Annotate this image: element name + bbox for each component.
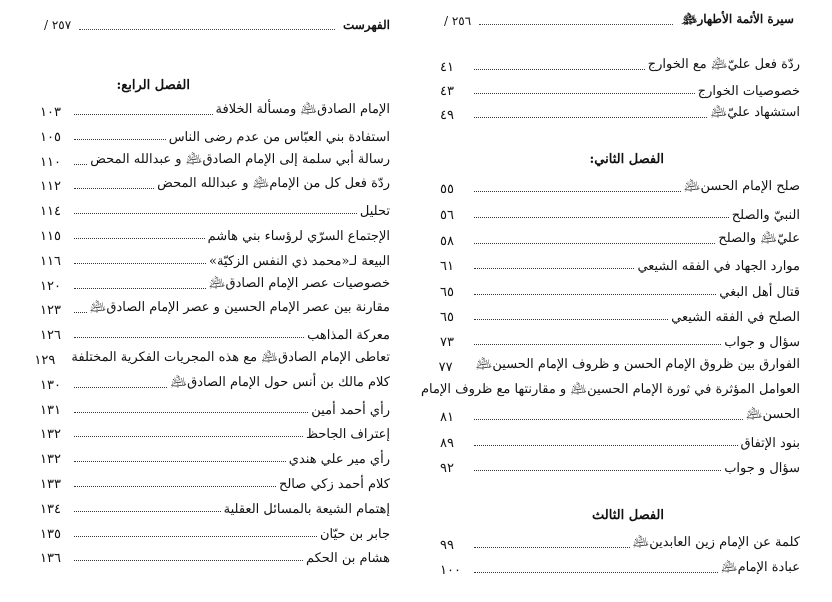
toc-entry bbox=[40, 447, 390, 467]
leader-dots bbox=[74, 511, 221, 512]
leader-dots bbox=[74, 139, 166, 140]
toc-entry bbox=[40, 522, 390, 542]
toc-entry-page: ٤١ bbox=[440, 60, 454, 75]
toc-entry bbox=[440, 533, 800, 553]
toc-entry bbox=[40, 224, 390, 244]
toc-entry-title: إهتمام الشيعة بالمسائل العقلية bbox=[223, 501, 390, 517]
toc-entry bbox=[40, 298, 390, 318]
leader-dots bbox=[474, 217, 729, 218]
leader-dots bbox=[474, 419, 743, 420]
toc-entry bbox=[40, 398, 390, 418]
toc-entry-title: موارد الجهاد في الفقه الشيعي bbox=[637, 259, 800, 274]
toc-entry-page: ١٣٠ bbox=[40, 377, 61, 393]
toc-entry-title: رأي مير علي هندي bbox=[288, 452, 390, 468]
leader-dots bbox=[74, 263, 206, 264]
leader-dots bbox=[474, 445, 738, 446]
toc-entry bbox=[440, 456, 800, 476]
toc-entry-page: ٤٩ bbox=[440, 108, 454, 123]
toc-entry bbox=[440, 79, 800, 99]
leader-dots bbox=[474, 117, 707, 118]
toc-entry-page: ١٢٦ bbox=[40, 328, 61, 344]
leader-dots bbox=[474, 319, 668, 320]
toc-entry-page: ١٣٣ bbox=[40, 477, 61, 492]
header-title: الفهرست bbox=[342, 18, 390, 32]
running-header bbox=[444, 12, 794, 29]
toc-entry bbox=[440, 558, 800, 578]
page-number: ٢٥٦ / bbox=[444, 13, 472, 28]
leader-dots bbox=[74, 436, 303, 437]
toc-entry-title: الحسن﵇ bbox=[745, 407, 800, 422]
leader-dots bbox=[74, 337, 304, 338]
toc-entry-title: الصلح في الفقه الشيعي bbox=[671, 310, 800, 325]
toc-entry-page: ١٣٢ bbox=[40, 452, 61, 468]
leader-dots bbox=[74, 288, 206, 289]
toc-entry-title: رسالة أبي سلمة إلى الإمام الصادق﵇ و عبدالله المحض bbox=[90, 151, 390, 167]
section-title: الفصل الثالث bbox=[592, 508, 664, 523]
toc-entry-page: ٥٦ bbox=[440, 208, 454, 223]
toc-entry bbox=[440, 203, 800, 223]
header-dots bbox=[479, 16, 673, 25]
leader-dots bbox=[74, 312, 87, 313]
section-title: الفصل الرابع: bbox=[116, 78, 190, 93]
toc-entry-page: ٦٥ bbox=[440, 285, 454, 300]
toc-entry-page: ٥٥ bbox=[440, 182, 454, 197]
toc-entry-title: خصوصيات الخوارج bbox=[697, 84, 800, 99]
toc-entry-title: عليّ﵇ والصلح bbox=[718, 231, 800, 246]
toc-entry-title: البيعة لـ«محمد ذي النفس الزكيّة» bbox=[209, 253, 390, 269]
toc-entry-page: ٩٢ bbox=[440, 461, 454, 476]
toc-entry bbox=[40, 546, 390, 566]
toc-entry-title: كلام مالك بن أنس حول الإمام الصادق﵇ bbox=[170, 374, 390, 390]
leader-dots bbox=[74, 412, 308, 413]
toc-entry bbox=[440, 405, 800, 425]
toc-entry-title: الفوارق بين ظروق الإمام الحسن و ظروف الإمام الحسين﵇ bbox=[475, 357, 800, 372]
toc-entry-page: ٦٥ bbox=[440, 310, 454, 325]
leader-dots bbox=[474, 572, 718, 573]
toc-entry bbox=[440, 431, 800, 451]
toc-entry-title: ردّة فعل عليّ﵇ مع الخوارج bbox=[647, 57, 800, 72]
toc-entry-wrapped-line: العوامل المؤثرة في ثورة الإمام الحسين﵇ و مقارنتها مع ظروف الإمام bbox=[420, 382, 800, 397]
leader-dots bbox=[74, 238, 205, 239]
toc-entry-page: ٧٣ bbox=[440, 335, 454, 350]
toc-entry bbox=[440, 305, 800, 325]
toc-entry bbox=[440, 355, 800, 375]
toc-entry-title: سؤال و جواب bbox=[724, 335, 800, 350]
leader-dots bbox=[74, 164, 87, 165]
toc-entry-page: ٤٣ bbox=[440, 84, 454, 99]
toc-entry bbox=[40, 497, 390, 517]
toc-entry bbox=[440, 103, 800, 123]
section-title: الفصل الثاني: bbox=[589, 152, 664, 167]
toc-entry-page: ١١٤ bbox=[40, 204, 61, 220]
toc-entry bbox=[40, 422, 390, 442]
leader-dots bbox=[74, 486, 276, 487]
toc-entry-page: ٩٩ bbox=[440, 538, 454, 553]
toc-entry-page: ١١٠ bbox=[40, 154, 61, 170]
toc-entry-title: الإمام الصادق﵇ ومسألة الخلافة bbox=[215, 102, 390, 117]
leader-dots bbox=[474, 69, 645, 70]
leader-dots bbox=[474, 547, 630, 548]
toc-entry-title: الإجتماع السرّي لرؤساء بني هاشم bbox=[207, 229, 390, 244]
toc-entry-page: ١٣٢ bbox=[40, 427, 61, 443]
toc-entry bbox=[40, 323, 390, 343]
toc-entry-title: رأي أحمد أمين bbox=[311, 402, 390, 418]
toc-entry-page: ١٢٩ bbox=[34, 353, 56, 368]
toc-entry-title: إعتراف الجاحظ bbox=[306, 427, 390, 443]
toc-entry-page: ١٠٠ bbox=[440, 563, 461, 578]
page-number: ٢٥٧ / bbox=[44, 18, 72, 32]
toc-entry-title: صلح الإمام الحسن﵇ bbox=[683, 179, 800, 194]
toc-entry bbox=[40, 249, 390, 269]
toc-entry-title: تحليل bbox=[359, 204, 390, 220]
toc-entry bbox=[440, 254, 800, 274]
toc-entry-page: ١٣٥ bbox=[40, 526, 61, 542]
toc-entry-title: كلام أحمد زكي صالح bbox=[278, 477, 390, 492]
toc-entry-page: ٨٩ bbox=[440, 436, 454, 451]
toc-entry-page: ١٢٠ bbox=[40, 278, 61, 294]
toc-entry bbox=[40, 373, 390, 393]
leader-dots bbox=[474, 294, 716, 295]
header-dots bbox=[79, 21, 335, 30]
header-title: سيرة الأئمة الأطهار﵈ bbox=[680, 12, 794, 26]
toc-entry-title: معركة المذاهب bbox=[307, 328, 390, 344]
toc-entry-page: ٥٨ bbox=[440, 234, 454, 249]
leader-dots bbox=[74, 387, 167, 388]
toc-entry-page: ٨١ bbox=[440, 410, 454, 425]
toc-entry bbox=[440, 330, 800, 350]
toc-entry-title: استفادة بني العبّاس من عدم رضى الناس bbox=[168, 129, 390, 145]
toc-entry-title: النبيّ والصلح bbox=[731, 208, 800, 223]
toc-entry-title: ردّة فعل كل من الإمام﵇ و عبدالله المحض bbox=[157, 176, 390, 192]
toc-entry-page: ٦١ bbox=[440, 259, 454, 274]
toc-entry-title: جابر بن حيّان bbox=[319, 526, 390, 542]
toc-entry-title: سؤال و جواب bbox=[724, 461, 800, 476]
toc-entry bbox=[40, 199, 390, 219]
toc-entry-page: ١١٦ bbox=[40, 253, 61, 269]
toc-entry-title: كلمة عن الإمام زين العابدين﵇ bbox=[632, 535, 800, 550]
leader-dots bbox=[74, 188, 154, 189]
leader-dots bbox=[474, 344, 721, 345]
leader-dots bbox=[74, 114, 213, 115]
right-page bbox=[416, 0, 832, 602]
leader-dots bbox=[474, 268, 634, 269]
leader-dots bbox=[474, 191, 681, 192]
toc-entry bbox=[440, 55, 800, 75]
toc-entry-title: مقارنة بين عصر الإمام الحسين و عصر الإمام الصادق﵇ bbox=[89, 300, 390, 316]
toc-entry bbox=[40, 150, 390, 170]
leader-dots bbox=[74, 461, 286, 462]
toc-entry-page: ١٠٥ bbox=[40, 129, 61, 145]
toc-entry-page: ٧٧ bbox=[438, 360, 453, 375]
toc-entry-page: ١٣٤ bbox=[40, 501, 61, 517]
toc-entry bbox=[40, 174, 390, 194]
toc-entry-page: ١١٥ bbox=[40, 229, 61, 244]
leader-dots bbox=[474, 93, 695, 94]
leader-dots bbox=[74, 560, 303, 561]
toc-entry bbox=[34, 348, 390, 368]
toc-entry bbox=[440, 229, 800, 249]
toc-entry bbox=[440, 280, 800, 300]
toc-entry-title: بنود الإتفاق bbox=[740, 436, 800, 451]
leader-dots bbox=[74, 213, 357, 214]
running-header bbox=[44, 18, 390, 32]
toc-entry-title: استشهاد عليّ﵇ bbox=[710, 105, 800, 120]
leader-dots bbox=[74, 536, 317, 537]
toc-entry bbox=[40, 472, 390, 492]
leader-dots bbox=[474, 470, 721, 471]
toc-entry-title: تعاطى الإمام الصادق﵇ مع هذه المجريات الفكرية المختلفة bbox=[71, 350, 390, 365]
toc-entry-title: عبادة الإمام﵇ bbox=[720, 560, 800, 575]
toc-entry bbox=[440, 177, 800, 197]
toc-entry bbox=[40, 100, 390, 120]
toc-entry-title: قتال أهل البغي bbox=[719, 285, 800, 300]
toc-entry-page: ١٠٣ bbox=[40, 105, 61, 120]
toc-entry-page: ١١٢ bbox=[40, 179, 61, 195]
toc-entry-page: ١٣١ bbox=[40, 402, 61, 418]
toc-entry-page: ١٢٣ bbox=[40, 303, 61, 319]
toc-entry bbox=[40, 274, 390, 294]
toc-entry-title: هشام بن الحكم bbox=[305, 551, 390, 567]
leader-dots bbox=[474, 243, 715, 244]
toc-entry-title: خصوصيات عصر الإمام الصادق﵇ bbox=[208, 275, 390, 291]
toc-entry-page: ١٣٦ bbox=[40, 551, 61, 567]
toc-entry bbox=[40, 125, 390, 145]
